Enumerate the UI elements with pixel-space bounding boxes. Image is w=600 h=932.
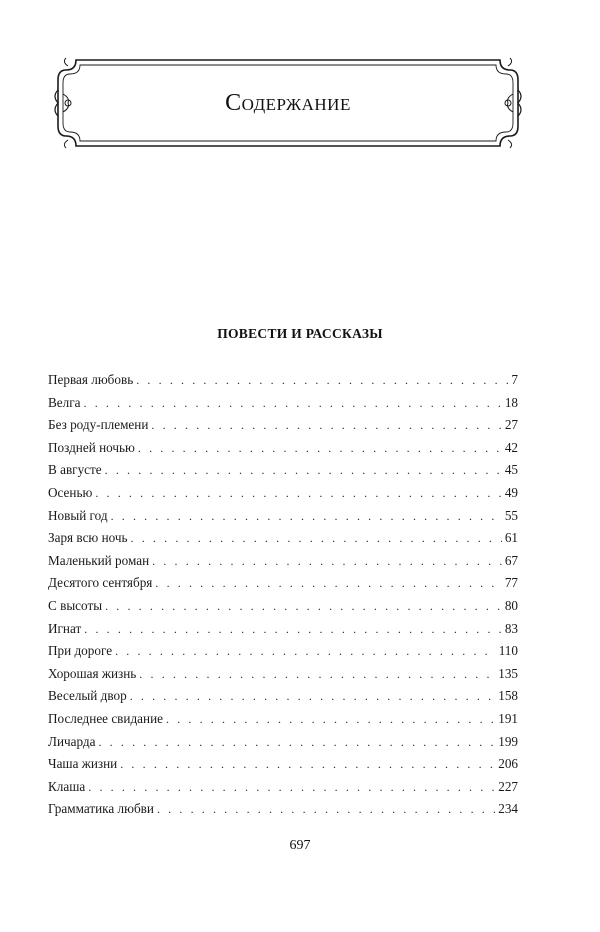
- toc-entry-page: 80: [504, 597, 518, 613]
- toc-entry-page: 158: [498, 688, 518, 704]
- toc-leader-dots: [88, 776, 495, 799]
- toc-entry-page: 191: [498, 710, 518, 726]
- toc-entry-title: Игнат: [48, 620, 82, 636]
- toc-entry-title: Заря всю ночь: [48, 530, 128, 546]
- toc-entry: [48, 776, 518, 799]
- toc-leader-dots: [130, 685, 496, 708]
- toc-entry-title: Поздней ночью: [48, 439, 135, 455]
- table-of-contents: [48, 369, 518, 821]
- toc-leader-dots: [95, 482, 501, 505]
- toc-entry: [48, 618, 518, 641]
- toc-entry: [48, 459, 518, 482]
- toc-entry-page: 27: [504, 417, 518, 433]
- toc-leader-dots: [151, 414, 501, 437]
- toc-entry: [48, 550, 518, 573]
- toc-entry-page: 110: [498, 643, 518, 659]
- toc-leader-dots: [84, 618, 502, 641]
- toc-entry-page: 45: [504, 462, 518, 478]
- toc-entry-page: 234: [498, 801, 518, 817]
- toc-entry-title: Велга: [48, 394, 81, 410]
- toc-entry-page: 42: [504, 439, 518, 455]
- toc-entry-page: 77: [504, 575, 518, 591]
- toc-entry-title: С высоты: [48, 597, 103, 613]
- toc-entry-title: Последнее свидание: [48, 710, 163, 726]
- toc-entry: [48, 595, 518, 618]
- section-heading: ПОВЕСТИ И РАССКАЗЫ: [217, 326, 383, 341]
- toc-entry-title: Чаша жизни: [48, 756, 118, 772]
- toc-leader-dots: [155, 572, 501, 595]
- toc-entry-page: 135: [498, 665, 518, 681]
- toc-leader-dots: [105, 595, 502, 618]
- toc-entry-page: 227: [498, 778, 518, 794]
- toc-entry-page: 199: [498, 733, 518, 749]
- toc-entry-page: 206: [498, 756, 518, 772]
- toc-leader-dots: [115, 640, 496, 663]
- toc-leader-dots: [138, 437, 502, 460]
- toc-entry-page: 18: [504, 394, 518, 410]
- toc-entry: [48, 572, 518, 595]
- toc-entry: [48, 708, 518, 731]
- toc-leader-dots: [120, 753, 495, 776]
- toc-entry-page: 67: [504, 552, 518, 568]
- toc-entry-page: 55: [504, 507, 518, 523]
- toc-entry-title: Хорошая жизнь: [48, 665, 137, 681]
- toc-entry: [48, 482, 518, 505]
- toc-leader-dots: [136, 369, 508, 392]
- toc-entry-title: В августе: [48, 462, 102, 478]
- toc-entry: [48, 685, 518, 708]
- toc-leader-dots: [111, 505, 502, 528]
- toc-entry-page: 61: [504, 530, 518, 546]
- toc-entry-title: Клаша: [48, 778, 86, 794]
- toc-entry-title: Без роду-племени: [48, 417, 149, 433]
- toc-entry-title: Первая любовь: [48, 372, 134, 387]
- toc-entry: [48, 505, 518, 528]
- toc-leader-dots: [131, 527, 502, 550]
- toc-entry-title: Веселый двор: [48, 688, 127, 704]
- toc-leader-dots: [84, 392, 502, 415]
- toc-entry: [48, 731, 518, 754]
- title-frame: [54, 56, 522, 150]
- toc-entry: [48, 527, 518, 550]
- toc-leader-dots: [105, 459, 502, 482]
- toc-entry: [48, 753, 518, 776]
- page-number: 697: [289, 838, 311, 853]
- toc-entry-page: 83: [504, 620, 518, 636]
- toc-entry-page: 49: [504, 484, 518, 500]
- toc-entry: [48, 369, 518, 392]
- toc-leader-dots: [152, 550, 502, 573]
- toc-entry-title: Осенью: [48, 484, 93, 500]
- toc-entry-title: Новый год: [48, 507, 108, 523]
- toc-entry: [48, 663, 518, 686]
- toc-entry: [48, 798, 518, 821]
- toc-entry-title: Личарда: [48, 733, 96, 749]
- toc-entry: [48, 392, 518, 415]
- toc-leader-dots: [139, 663, 495, 686]
- toc-entry-title: Маленький роман: [48, 552, 150, 568]
- toc-entry-page: 7: [511, 372, 518, 387]
- toc-entry: [48, 437, 518, 460]
- toc-entry: [48, 640, 518, 663]
- toc-leader-dots: [166, 708, 495, 731]
- toc-leader-dots: [98, 731, 495, 754]
- toc-entry: [48, 414, 518, 437]
- toc-entry-title: При дороге: [48, 643, 113, 659]
- toc-entry-title: Грамматика любви: [48, 801, 154, 817]
- toc-entry-title: Десятого сентября: [48, 575, 153, 591]
- page-title: Содержание: [225, 89, 351, 116]
- toc-leader-dots: [157, 798, 495, 821]
